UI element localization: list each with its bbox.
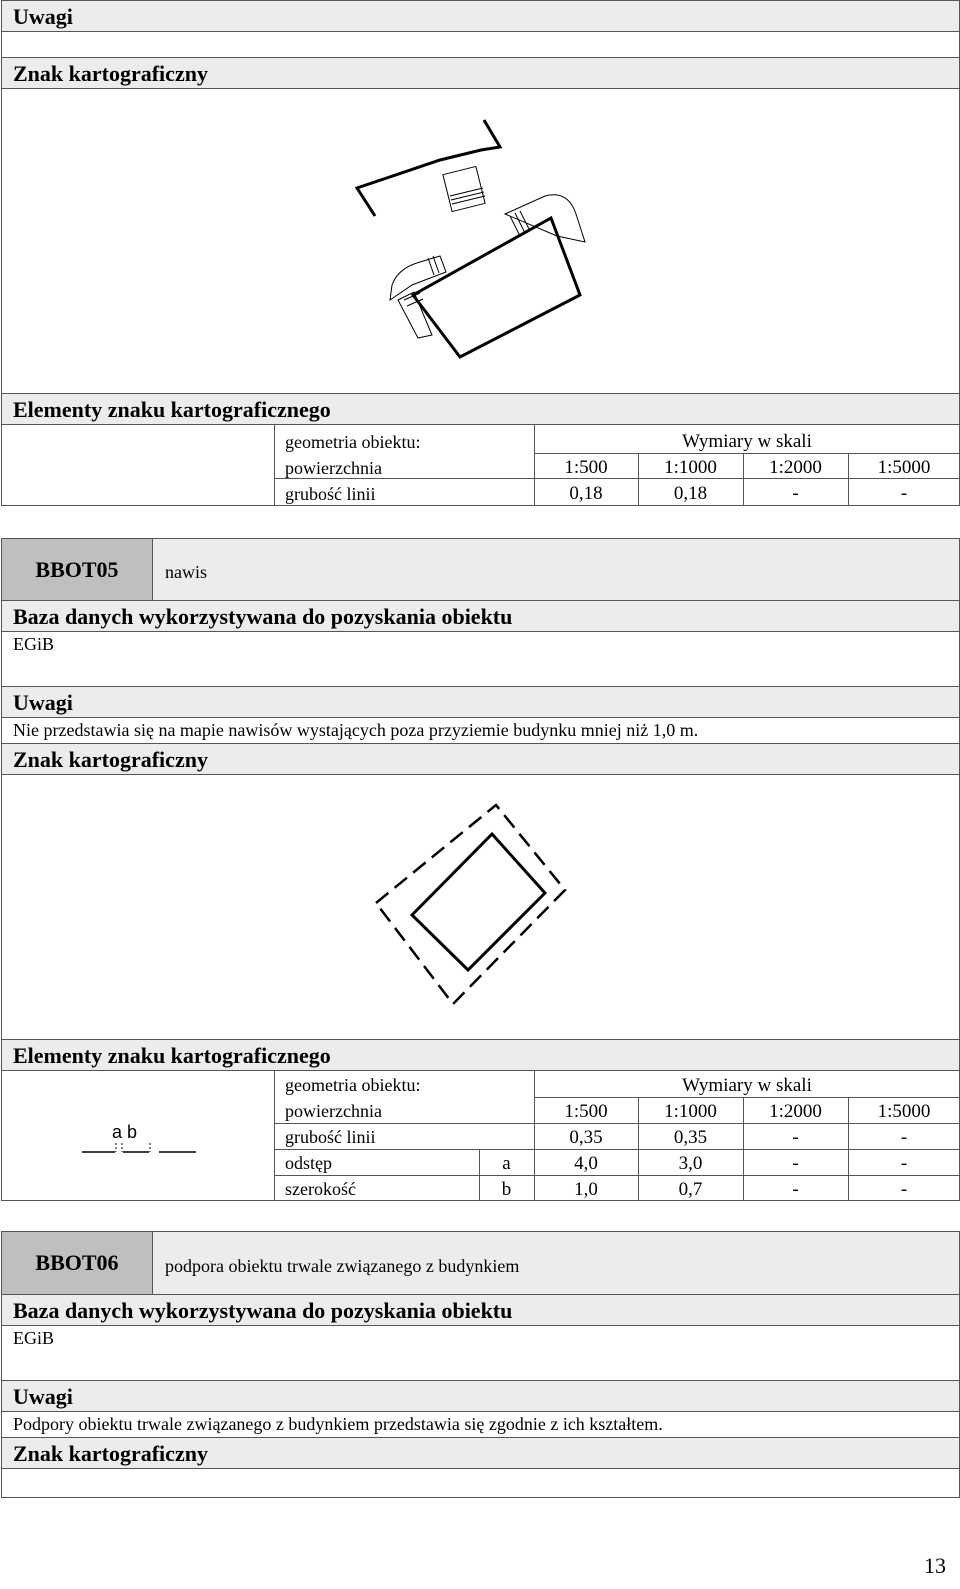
scale-500: 1:500 [564, 457, 608, 478]
bbot05-elementy-header: Elementy znaku kartograficznego [1, 1039, 960, 1071]
value-cell: - [792, 1153, 799, 1174]
elementy-header: Elementy znaku kartograficznego [1, 393, 960, 425]
overhang-symbol [370, 800, 570, 1010]
bbot06-baza-body [1, 1325, 960, 1381]
znak-header: Znak kartograficzny [1, 57, 960, 89]
row-label: odstęp [285, 1153, 332, 1173]
uwagi-body [1, 31, 960, 58]
value-cell: 0,18 [569, 483, 603, 504]
bbot05-znak-header: Znak kartograficzny [1, 743, 960, 775]
row-letter: b [501, 1179, 512, 1200]
bbot05-baza-header: Baza danych wykorzystywana do pozyskania obiektu [1, 600, 960, 632]
wymiary-header: Wymiary w skali [682, 431, 812, 452]
row-letter: a [502, 1153, 511, 1174]
dash-pattern-icon [80, 1143, 200, 1157]
scale-2000: 1:2000 [769, 457, 822, 478]
bbot06-baza-header: Baza danych wykorzystywana do pozyskania obiektu [1, 1294, 960, 1326]
scale-2000: 1:2000 [769, 1101, 822, 1122]
value-cell: - [792, 483, 799, 504]
bbot06-uwagi-header: Uwagi [1, 1380, 960, 1412]
value-cell: 0,35 [569, 1127, 603, 1148]
scale-1000: 1:1000 [664, 457, 717, 478]
bbot06-baza-value: EGiB [13, 1328, 55, 1348]
value-cell: - [900, 1179, 908, 1200]
value-cell: 4,0 [574, 1153, 598, 1174]
bbot05-baza-value: EGiB [13, 634, 55, 654]
bbot05-uwagi-text: Nie przedstawia się na mapie nawisów wystających poza przyziemie budynku mniej niż 1,0 m. [13, 720, 699, 740]
value-cell: - [792, 1127, 799, 1148]
geometria-label: geometria obiektu: [285, 432, 421, 452]
geometria-value: powierzchnia [285, 458, 382, 478]
geometria-value: powierzchnia [285, 1101, 382, 1121]
building-symbol-top [355, 113, 595, 363]
bbot06-znak-area [1, 1468, 960, 1498]
row-label: szerokość [285, 1179, 356, 1199]
value-cell: - [792, 1179, 799, 1200]
value-cell: 1,0 [574, 1179, 598, 1200]
value-cell: - [900, 483, 908, 504]
bbot05-baza-body [1, 631, 960, 687]
bbot05-name: nawis [165, 562, 207, 582]
bbot06-name: podpora obiektu trwale związanego z budynkiem [165, 1256, 520, 1276]
value-cell: - [900, 1153, 908, 1174]
row-label: grubość linii [285, 484, 376, 504]
scale-1000: 1:1000 [664, 1101, 717, 1122]
scale-5000: 1:5000 [877, 1101, 931, 1122]
row-label: grubość linii [285, 1127, 376, 1147]
value-cell: - [900, 1127, 908, 1148]
value-cell: 0,18 [673, 483, 708, 504]
bbot06-uwagi-text: Podpory obiektu trwale związanego z budynkiem przedstawia się zgodnie z ich kształtem. [13, 1414, 663, 1434]
geometria-label: geometria obiektu: [285, 1075, 421, 1095]
value-cell: 0,7 [678, 1179, 703, 1200]
page-number: 13 [924, 1553, 946, 1578]
uwagi-header: Uwagi [1, 0, 960, 32]
wymiary-header: Wymiary w skali [682, 1075, 812, 1096]
legend-letters: a b [112, 1122, 138, 1142]
value-cell: 0,35 [673, 1127, 708, 1148]
value-cell: 3,0 [678, 1153, 703, 1174]
bbot06-code: BBOT06 [1, 1231, 153, 1295]
scale-500: 1:500 [564, 1101, 608, 1122]
bbot06-znak-header: Znak kartograficzny [1, 1437, 960, 1469]
bbot05-uwagi-header: Uwagi [1, 686, 960, 718]
bbot05-code: BBOT05 [1, 538, 153, 601]
scale-5000: 1:5000 [877, 457, 931, 478]
